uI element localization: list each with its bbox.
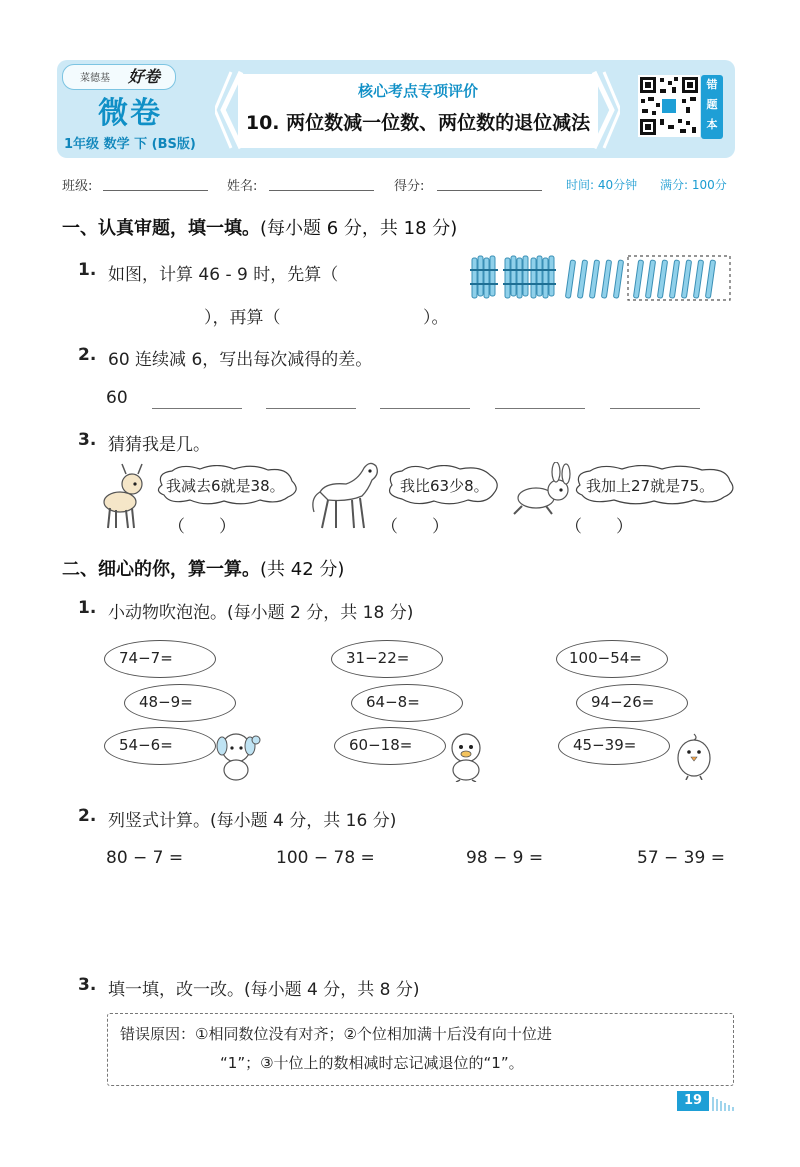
q2-3-text: 填一填，改一改。(每小题 4 分，共 8 分)	[108, 980, 420, 1000]
q1-1-line1: 如图，计算 46 - 9 时，先算（	[108, 265, 339, 285]
bubble-text: 我加上27就是75。	[586, 477, 715, 495]
bubble-expression: 45−39=	[573, 736, 637, 754]
vertical-calc-item: 57 − 39 =	[637, 848, 725, 868]
score-label: 得分:	[394, 179, 425, 194]
q2-3-number: 3.	[78, 975, 97, 995]
q1-2-start: 60	[106, 388, 128, 408]
section-1-title	[62, 214, 457, 240]
error-tag-char: 题	[706, 98, 718, 111]
calc-bubble[interactable]	[104, 727, 216, 765]
calc-bubble[interactable]	[558, 727, 670, 765]
error-reason-line-1: 错误原因：①相同数位没有对齐；②个位相加满十后没有向十位进	[120, 1025, 552, 1043]
bubble-expression: 74−7=	[119, 649, 173, 667]
q1-2-text: 60 连续减 6，写出每次减得的差。	[108, 350, 373, 370]
bubble-text: 我比63少8。	[400, 477, 489, 495]
error-reason-line-2: “1”；③十位上的数相减时忘记减退位的“1”。	[220, 1054, 524, 1072]
bubble-text: 我减去6就是38。	[166, 477, 285, 495]
bubble-expression: 54−6=	[119, 736, 173, 754]
calc-bubble[interactable]	[351, 684, 463, 722]
horse-icon	[306, 458, 386, 532]
brand-text: 菜德基	[80, 73, 110, 84]
answer-paren[interactable]: （ ）	[565, 517, 633, 537]
q1-3-text: 猜猜我是几。	[108, 435, 210, 455]
vertical-calc-item: 80 − 7 =	[106, 848, 184, 868]
brand-title: 微卷	[98, 96, 162, 131]
answer-blank[interactable]	[152, 408, 242, 409]
speech-bubble	[384, 465, 502, 505]
puppy-icon	[214, 728, 262, 782]
q2-1-number: 1.	[78, 598, 97, 618]
section-1-heading: 一、认真审题，填一填。	[62, 218, 260, 239]
grade-label: 1年级 数学 下 (BS版)	[64, 137, 196, 152]
full-score: 满分: 100分	[660, 178, 727, 192]
section-2-heading: 二、细心的你，算一算。	[62, 559, 260, 580]
q2-2-number: 2.	[78, 806, 97, 826]
answer-paren[interactable]: （ ）	[168, 517, 236, 537]
bubble-expression: 48−9=	[139, 693, 193, 711]
speech-bubble	[570, 465, 738, 505]
bubble-expression: 100−54=	[569, 649, 642, 667]
q1-3-number: 3.	[78, 430, 97, 450]
page-number: 19	[677, 1091, 709, 1111]
class-label: 班级:	[62, 179, 93, 194]
duck-icon	[444, 730, 488, 782]
topic-title: 10. 两位数减一位数、两位数的退位减法	[245, 112, 591, 134]
q2-1-text: 小动物吹泡泡。(每小题 2 分，共 18 分)	[108, 603, 414, 623]
section-2-points: (共 42 分)	[260, 559, 345, 580]
answer-blank[interactable]	[610, 408, 700, 409]
calc-bubble[interactable]	[556, 640, 668, 678]
section-2-title	[62, 555, 344, 581]
vertical-calc-item: 98 − 9 =	[466, 848, 544, 868]
answer-paren[interactable]: （ ）	[381, 517, 449, 537]
bubble-expression: 60−18=	[349, 736, 413, 754]
q1-2-number: 2.	[78, 345, 97, 365]
bundle-of-sticks-icon	[468, 252, 733, 302]
score-field[interactable]	[437, 190, 542, 191]
qr-code-icon[interactable]	[638, 75, 700, 137]
time-limit: 时间: 40分钟	[566, 178, 638, 192]
q2-2-text: 列竖式计算。(每小题 4 分，共 16 分)	[108, 811, 397, 831]
speech-bubble	[152, 465, 302, 505]
bubble-expression: 94−26=	[591, 693, 655, 711]
calc-bubble[interactable]	[576, 684, 688, 722]
calc-bubble[interactable]	[124, 684, 236, 722]
brand-logo: 好卷	[128, 67, 161, 86]
name-field[interactable]	[269, 190, 374, 191]
chick-icon	[674, 732, 714, 780]
deer-icon	[98, 462, 156, 532]
section-1-points: (每小题 6 分，共 18 分)	[260, 218, 458, 239]
bubble-expression: 31−22=	[346, 649, 410, 667]
q1-1-line2a: ），再算（	[204, 308, 281, 328]
error-tag-char: 错	[706, 78, 718, 91]
calc-bubble[interactable]	[331, 640, 443, 678]
vertical-calc-item: 100 − 78 =	[276, 848, 375, 868]
q1-1-line2b: ）。	[423, 308, 449, 328]
answer-blank[interactable]	[266, 408, 356, 409]
calc-bubble[interactable]	[104, 640, 216, 678]
class-field[interactable]	[103, 190, 208, 191]
error-book-tag	[701, 75, 723, 139]
answer-blank[interactable]	[495, 408, 585, 409]
bubble-expression: 64−8=	[366, 693, 420, 711]
q1-1-number: 1.	[78, 260, 97, 280]
rabbit-icon	[512, 462, 574, 518]
page-bars-icon	[712, 1093, 738, 1111]
topic-subtitle: 核心考点专项评价	[357, 82, 478, 100]
calc-bubble[interactable]	[334, 727, 446, 765]
name-label: 姓名:	[227, 179, 258, 194]
answer-blank[interactable]	[380, 408, 470, 409]
error-tag-char: 本	[706, 118, 718, 131]
